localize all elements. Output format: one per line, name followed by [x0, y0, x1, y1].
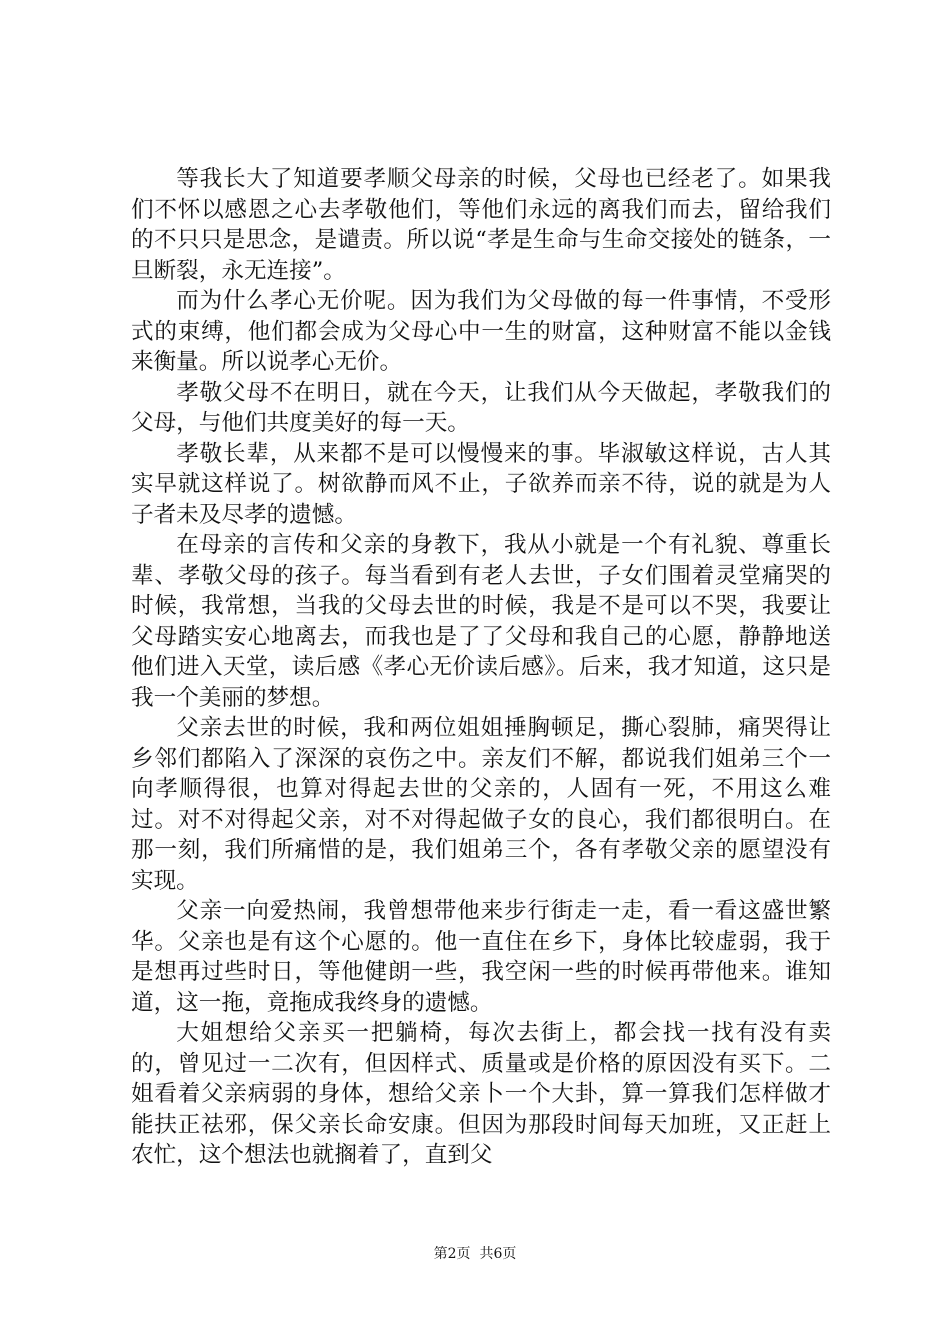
paragraph-2: 而为什么孝心无价呢。因为我们为父母做的每一件事情，不受形式的束缚，他们都会成为父母心中一生的财富，这种财富不能以金钱来衡量。所以说孝心无价。 [131, 288, 831, 375]
paragraph-4: 孝敬长辈，从来都不是可以慢慢来的事。毕淑敏这样说，古人其实早就这样说了。树欲静而风不止，子欲养而亲不待，说的就是为人子者未及尽孝的遗憾。 [131, 440, 831, 528]
paragraph-1: 等我长大了知道要孝顺父母亲的时候，父母也已经老了。如果我们不怀以感恩之心去孝敬他们，等他们永远的离我们而去，留给我们的不只只是思念，是谴责。所以说“孝是生命与生命交接处的链条，一旦断裂，永无连接”。 [131, 166, 831, 284]
page-number: 第2页 [433, 1246, 471, 1262]
paragraph-8: 大姐想给父亲买一把躺椅，每次去街上，都会找一找有没有卖的，曾见过一二次有，但因样式、质量或是价格的原因没有买下。二姐看着父亲病弱的身体，想给父亲卜一个大卦，算一算我们怎样做才能扶正祛邪，保父亲长命安康。但因为那段时间每天加班，又正赶上农忙，这个想法也就搁着了，直到父 [131, 1020, 831, 1168]
page-total: 共6页 [479, 1246, 517, 1262]
paragraph-6: 父亲去世的时候，我和两位姐姐捶胸顿足，撕心裂肺，痛哭得让乡邻们都陷入了深深的哀伤之中。亲友们不解，都说我们姐弟三个一向孝顺得很，也算对得起去世的父亲的，人固有一死，不用这么难过。对不对得起父亲，对不对得起做子女的良心，我们都很明白。在那一刻，我们所痛惜的是，我们姐弟三个，各有孝敬父亲的愿望没有实现。 [131, 715, 831, 894]
page-footer [0, 1244, 950, 1264]
document-body [131, 164, 831, 1171]
paragraph-7: 父亲一向爱热闹，我曾想带他来步行街走一走，看一看这盛世繁华。父亲也是有这个心愿的。他一直住在乡下，身体比较虚弱，我于是想再过些时日，等他健朗一些，我空闲一些的时候再带他来。谁知道，这一拖，竟拖成我终身的遗憾。 [131, 898, 831, 1016]
paragraph-5: 在母亲的言传和父亲的身教下，我从小就是一个有礼貌、尊重长辈、孝敬父母的孩子。每当看到有老人去世，子女们围着灵堂痛哭的时候，我常想，当我的父母去世的时候，我是不是可以不哭，我要让父母踏实安心地离去，而我也是了了父母和我自己的心愿，静静地送他们进入天堂，读后感《孝心无价读后感》。后来，我才知道，这只是我一个美丽的梦想。 [131, 532, 831, 711]
paragraph-3: 孝敬父母不在明日，就在今天，让我们从今天做起，孝敬我们的父母，与他们共度美好的每一天。 [131, 379, 831, 436]
